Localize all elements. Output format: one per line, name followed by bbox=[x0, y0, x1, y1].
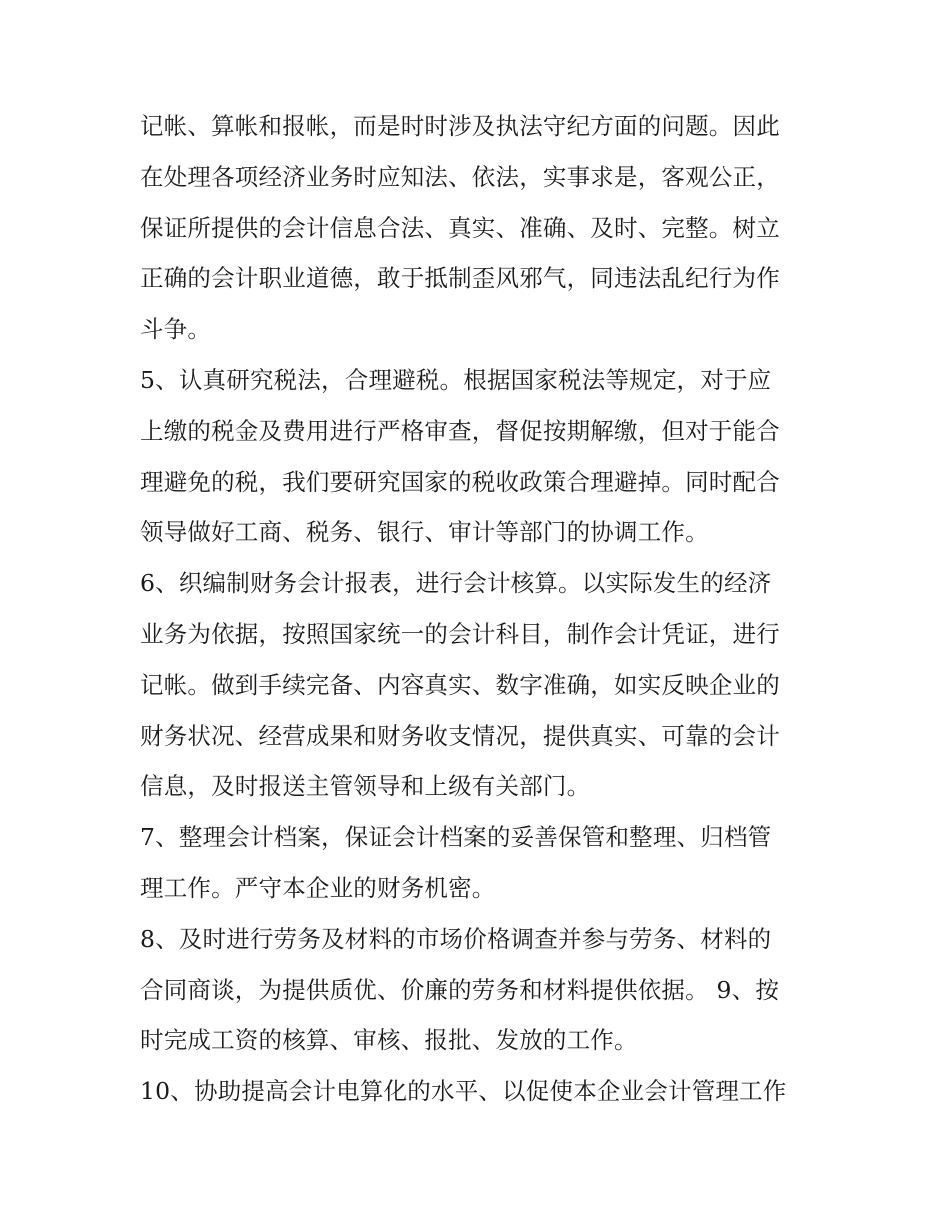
text-line: 记帐、算帐和报帐，而是时时涉及执法守纪方面的问题。因此 bbox=[140, 112, 780, 140]
text-line: 业务为依据，按照国家统一的会计科目，制作会计凭证，进行 bbox=[140, 619, 780, 648]
text-line: 5、认真研究税法，合理避税。根据国家税法等规定，对于应 bbox=[140, 365, 772, 394]
text-line: 合同商谈，为提供质优、价廉的劳务和材料提供依据。 9、按 bbox=[140, 975, 780, 1004]
text-line: 保证所提供的会计信息合法、真实、准确、及时、完整。树立 bbox=[140, 213, 780, 242]
text-line: 时完成工资的核算、审核、报批、发放的工作。 bbox=[140, 1026, 638, 1055]
text-line: 8、及时进行劳务及材料的市场价格调查并参与劳务、材料的 bbox=[140, 924, 772, 953]
text-line: 正确的会计职业道德，敢于抵制歪风邪气，同违法乱纪行为作 bbox=[140, 264, 780, 293]
text-line: 理避免的税，我们要研究国家的税收政策合理避掉。同时配合 bbox=[140, 467, 780, 496]
text-line: 上缴的税金及费用进行严格审查，督促按期解缴，但对于能合 bbox=[140, 416, 780, 445]
text-line: 领导做好工商、税务、银行、审计等部门的协调工作。 bbox=[140, 518, 709, 547]
text-line: 在处理各项经济业务时应知法、依法，实事求是，客观公正， bbox=[140, 162, 780, 191]
text-line: 10、协助提高会计电算化的水平、以促使本企业会计管理工作 bbox=[140, 1077, 787, 1106]
text-line: 斗争。 bbox=[140, 315, 212, 344]
text-line: 信息，及时报送主管领导和上级有关部门。 bbox=[140, 772, 591, 801]
text-line: 财务状况、经营成果和财务收支情况，提供真实、可靠的会计 bbox=[140, 721, 780, 750]
text-line: 7、整理会计档案，保证会计档案的妥善保管和整理、归档管 bbox=[140, 823, 772, 852]
body-text bbox=[140, 101, 830, 1117]
text-line: 记帐。做到手续完备、内容真实、数字准确，如实反映企业的 bbox=[140, 670, 780, 699]
text-line: 理工作。严守本企业的财务机密。 bbox=[140, 873, 496, 902]
text-line: 6、织编制财务会计报表，进行会计核算。以实际发生的经济 bbox=[140, 569, 772, 598]
